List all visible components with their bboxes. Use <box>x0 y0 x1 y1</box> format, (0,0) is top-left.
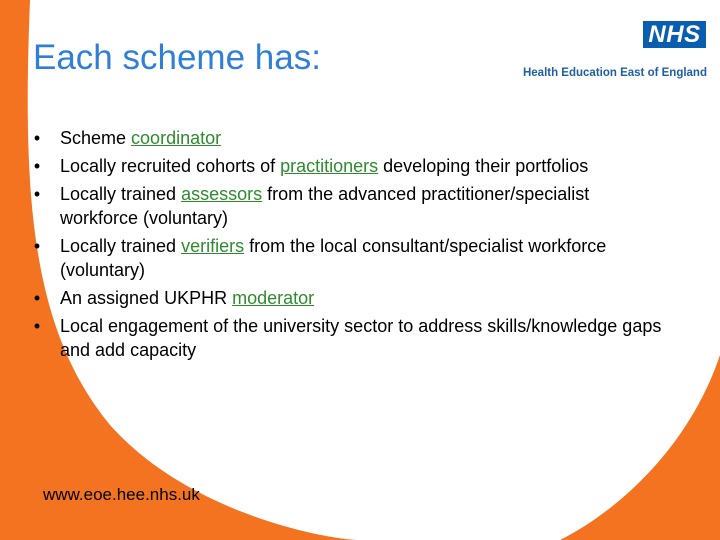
slide-title: Each scheme has: <box>33 38 321 77</box>
coordinator-link[interactable]: coordinator <box>131 128 222 148</box>
bullet-text: Local engagement of the university sector to address skills/knowledge gaps and add capacity <box>60 316 662 360</box>
bullet-icon: • <box>33 156 41 176</box>
practitioners-link[interactable]: practitioners <box>280 156 379 176</box>
bullet-item <box>30 126 670 150</box>
bullet-item <box>30 182 670 230</box>
bullet-icon: • <box>33 128 41 148</box>
assessors-link[interactable]: assessors <box>181 184 263 204</box>
nhs-logo: NHS <box>643 21 706 48</box>
bullet-icon: • <box>33 288 41 308</box>
bullet-text: Locally recruited cohorts of <box>60 156 281 176</box>
bullet-text: Locally trained <box>60 184 182 204</box>
orange-right-band <box>560 355 720 540</box>
bullet-icon: • <box>33 236 41 256</box>
bullet-text: Scheme <box>60 128 132 148</box>
bullet-item <box>30 286 670 310</box>
bullet-icon: • <box>33 316 41 336</box>
moderator-link[interactable]: moderator <box>232 288 315 308</box>
footer-url: www.eoe.hee.nhs.uk <box>43 485 200 504</box>
bullet-item <box>30 314 670 362</box>
bullet-item <box>30 234 670 282</box>
bullet-icon: • <box>33 184 41 204</box>
verifiers-link[interactable]: verifiers <box>181 236 245 256</box>
bullet-item <box>30 154 670 178</box>
bullet-text-end: developing their portfolios <box>378 156 589 176</box>
bullet-text-end: from the local consultant/specialist workforce (voluntary) <box>60 236 607 280</box>
bullet-text: An assigned UKPHR <box>60 288 233 308</box>
bullet-text: Locally trained <box>60 236 182 256</box>
bullet-list <box>30 126 670 366</box>
bullet-text-end: from the advanced practitioner/specialist workforce (voluntary) <box>60 184 590 228</box>
organisation-name: Health Education East of England <box>522 67 707 79</box>
